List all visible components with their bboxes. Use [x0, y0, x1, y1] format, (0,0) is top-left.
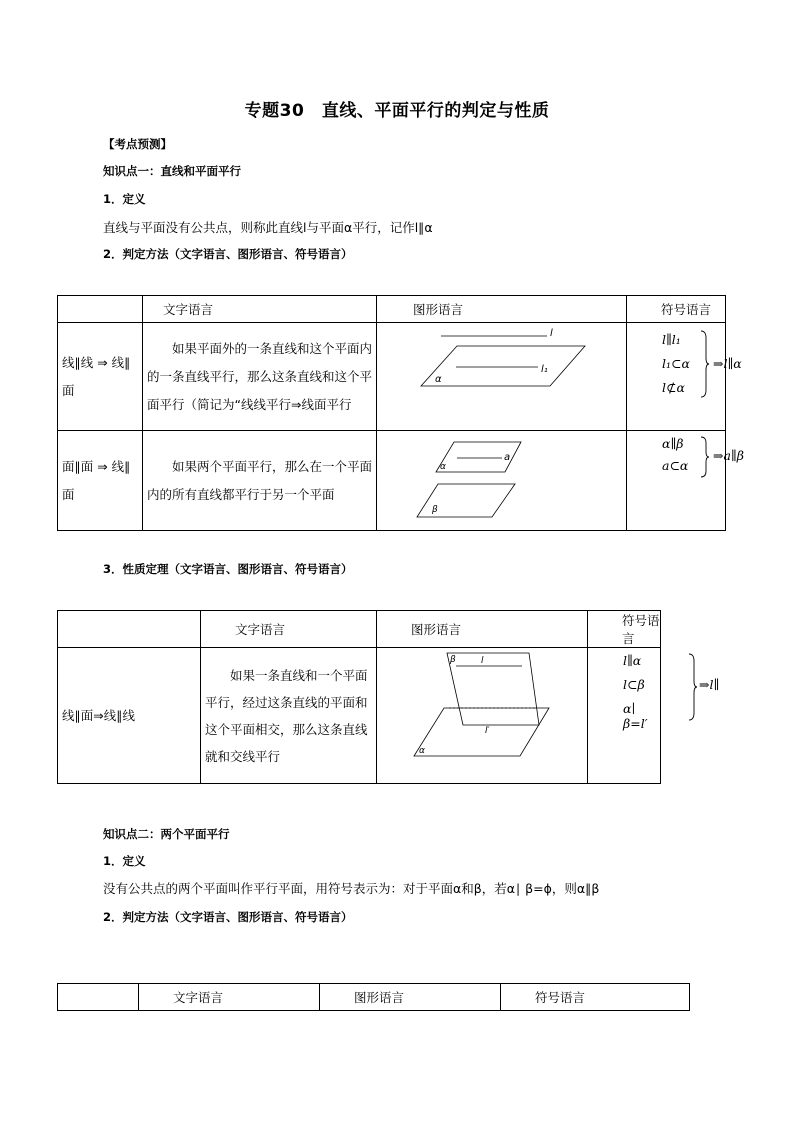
k1-def-heading: 1．定义: [103, 192, 146, 206]
right-brace-icon: [700, 330, 710, 398]
k2-judge-heading: 2．判定方法（文字语言、图形语言、符号语言）: [103, 910, 353, 924]
k1-heading: 知识点一：直线和平面平行: [103, 164, 241, 178]
row-label: 面∥面 ⇒ 线∥面: [58, 431, 143, 531]
row-symbols: [627, 431, 744, 531]
judge-table: [57, 295, 744, 531]
fig-label-beta: β: [432, 504, 438, 515]
row-text: 如果平面外的一条直线和这个平面内的一条直线平行，那么这条直线和这个平面平行（简记为“线线平行⇒线面平行: [143, 323, 377, 431]
sym-line-2: a⊂α: [662, 457, 689, 473]
parallel-planes-figure: [377, 432, 590, 530]
sym-result: ⇒l∥α: [713, 355, 742, 371]
row-text: 如果两个平面平行，那么在一个平面内的所有直线都平行于另一个平面: [143, 431, 377, 531]
row-figure: [377, 323, 627, 431]
sym-line-3: l⊄α: [662, 379, 685, 395]
right-brace-icon: [688, 653, 698, 721]
table-row: [58, 648, 661, 784]
fig-label-alpha: α: [435, 373, 442, 385]
k2-heading: 知识点二：两个平面平行: [103, 827, 230, 841]
fig-label-alpha: α: [419, 745, 425, 756]
intersecting-planes-figure: [377, 649, 553, 783]
header-figure-lang: 图形语言: [377, 296, 627, 323]
table-header-row: [58, 611, 661, 648]
row-symbols: [588, 648, 720, 784]
sym-result: ⇒a∥β: [713, 447, 744, 463]
row-label: 线∥面⇒线∥线: [58, 648, 201, 784]
line-plane-figure: [377, 324, 590, 430]
table-header-row: [58, 984, 690, 1011]
table-row: [58, 323, 726, 431]
fig-label-alpha: α: [440, 461, 446, 472]
header-symbol-lang: 符号语言: [627, 296, 726, 323]
row-text: 如果一条直线和一个平面平行，经过这条直线的平面和这个平面相交，那么这条直线就和交线平行: [201, 648, 377, 784]
table-header-row: [58, 296, 726, 323]
row-figure: [377, 431, 627, 531]
fig-label-l: l: [481, 655, 484, 666]
fig-label-l1: l₁: [541, 363, 548, 375]
page-title: 专题30 直线、平面平行的判定与性质: [244, 101, 550, 121]
fig-label-beta: β: [450, 654, 456, 665]
k2-def-heading: 1．定义: [103, 854, 146, 868]
row-label: 线∥线 ⇒ 线∥面: [58, 323, 143, 431]
section-prediction: 【考点预测】: [103, 137, 172, 151]
sym-line-1: l∥α: [623, 652, 642, 668]
header-text-lang: 文字语言: [143, 296, 377, 323]
k2-judge-table: [57, 983, 690, 1011]
table-row: [58, 431, 726, 531]
row-symbols: [627, 323, 742, 431]
sym-line-2: l⊂β: [623, 676, 645, 692]
sym-line-1: l∥l₁: [662, 331, 681, 347]
header-symbol-lang: 符号语言: [588, 611, 661, 648]
row-figure: [377, 648, 588, 784]
property-table: [57, 610, 720, 784]
sym-line-3: α∣ β=l′: [623, 700, 648, 731]
sym-result: ⇒l∥: [699, 676, 720, 692]
header-figure-lang: 图形语言: [377, 611, 588, 648]
sym-line-1: α∥β: [662, 435, 684, 451]
right-brace-icon: [700, 436, 710, 478]
header-symbol-lang: 符号语言: [501, 984, 690, 1011]
fig-label-a: a: [504, 451, 511, 463]
k1-prop-heading: 3．性质定理（文字语言、图形语言、符号语言）: [103, 562, 353, 576]
k2-def-text: 没有公共点的两个平面叫作平行平面，用符号表示为：对于平面α和β，若α∣ β=ϕ，则α∥β: [103, 881, 600, 896]
sym-line-2: l₁⊂α: [662, 355, 690, 371]
k1-def-text: 直线与平面没有公共点，则称此直线l与平面α平行，记作l∥α: [103, 220, 433, 235]
fig-label-l: l: [550, 327, 553, 339]
fig-label-lprime: l′: [485, 725, 490, 736]
header-figure-lang: 图形语言: [320, 984, 501, 1011]
k1-judge-heading: 2．判定方法（文字语言、图形语言、符号语言）: [103, 247, 353, 261]
header-text-lang: 文字语言: [139, 984, 320, 1011]
header-text-lang: 文字语言: [201, 611, 377, 648]
